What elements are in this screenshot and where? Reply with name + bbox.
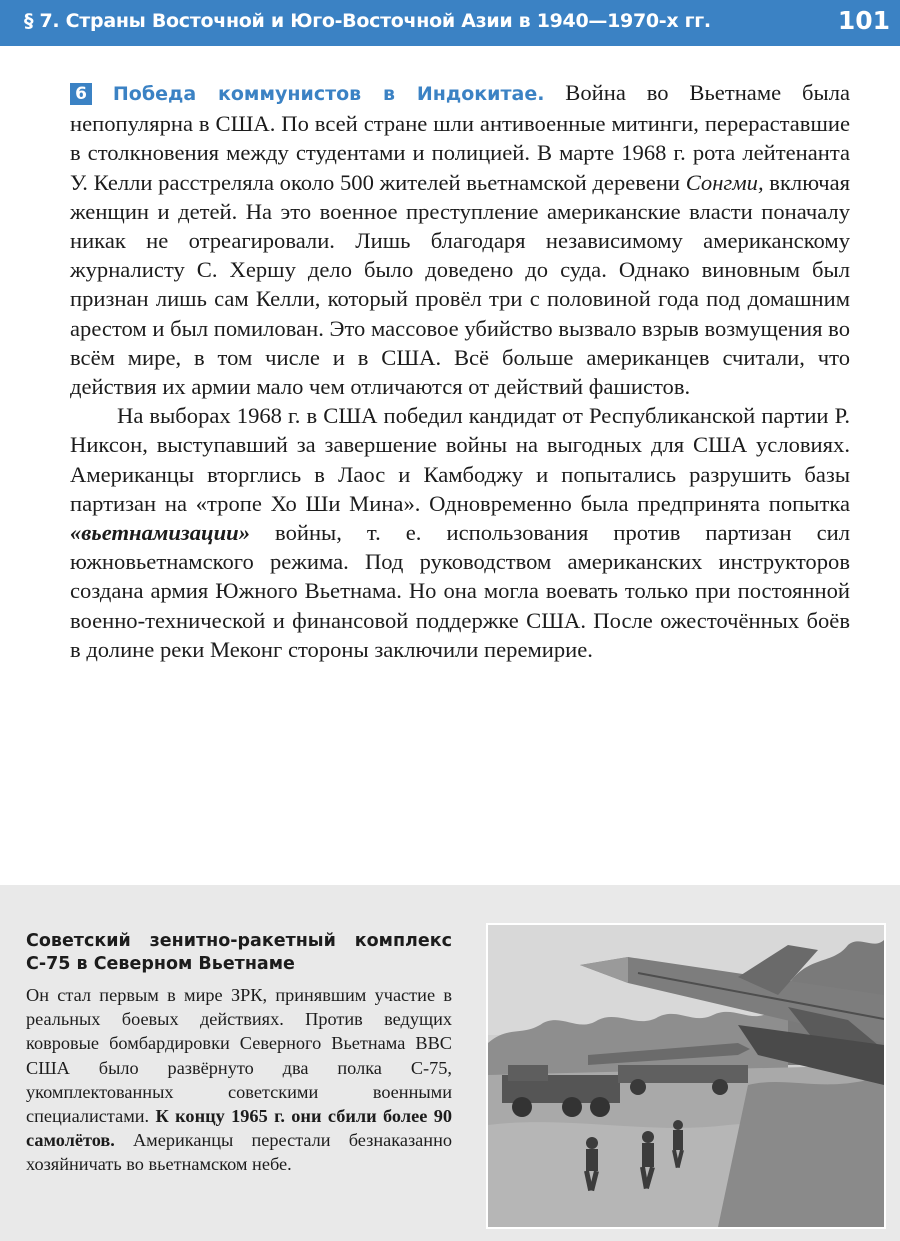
term-vietnamization: «вьетнамизации»: [70, 520, 251, 546]
photo-illustration: [488, 925, 884, 1227]
italic-term-songmi: Сонгми,: [685, 169, 764, 195]
caption-text: [26, 983, 452, 1177]
paragraph-2-text-b: войны, т. е. использования против партизан сил южновьетнамского режима. Под руководством американских инструкторов создана армия Южного Вьетнама. Но она могла воевать только при постоянной военно-технической и финансовой поддержке США. После ожесточённых боёв в долине реки Меконг стороны заключили перемирие.: [70, 520, 850, 662]
s75-missile-photo: [486, 923, 886, 1229]
paragraph-2: [70, 401, 850, 664]
paragraph-1: [70, 78, 850, 401]
paragraph-1-text-b: включая женщин и детей. На это военное преступление американские власти поначалу никак не отреагировали. Лишь благодаря независимому американскому журналисту С. Хершу дело было доведено до суда. Однако виновным был признан лишь сам Келли, который провёл три с половиной года под домашним арестом и был помилован. Это массовое убийство вызвало взрыв возмущения во всём мире, в том числе и в США. Всё больше американцев считали, что действия их армии мало чем отличаются от действий фашистов.: [70, 169, 850, 400]
caption-bold-fact: К концу 1965 г. они сбили более 90 самолётов.: [26, 1106, 452, 1151]
paragraph-1-text-a: Война во Вьетнаме была непопулярна в США. По всей стране шли антивоенные митинги, перераставшие в столкновения между студентами и полицией. В марте 1968 г. рота лейтенанта У. Келли расстреляла около 500 жителей вьетнамской деревени: [70, 80, 850, 195]
caption-text-b: Американцы перестали безнаказанно хозяйничать во вьетнамском небе.: [26, 1130, 452, 1175]
section-title: Победа коммунистов в Индокитае.: [112, 83, 545, 105]
paragraph-2-text-a: На выборах 1968 г. в США победил кандидат от Республиканской партии Р. Никсон, выступавший за завершение войны на выгодных для США условиях. Американцы вторглись в Лаос и Камбоджу и попытались разрушить базы партизан на «тропе Хо Ши Мина». Одновременно была предпринята попытка: [70, 403, 850, 516]
illustration-panel: [0, 885, 900, 1241]
page-number: 101: [837, 6, 890, 35]
page-header: [0, 0, 900, 46]
chapter-title: § 7. Страны Восточной и Юго-Восточной Азии в 1940—1970-х гг.: [24, 10, 711, 32]
caption-title: Советский зенитно-ракетный комплекс С-75 в Северном Вьетнаме: [26, 931, 452, 974]
section-number-badge: 6: [70, 83, 92, 105]
main-text: [70, 78, 850, 664]
caption-text-a: Он стал первым в мире ЗРК, принявшим участие в реальных боевых действиях. Против ведущих ковровые бомбардировки Северного Вьетнама ВВС США было развёрнуто два полка С-75, укомплектованных советскими военными специалистами.: [26, 985, 452, 1127]
